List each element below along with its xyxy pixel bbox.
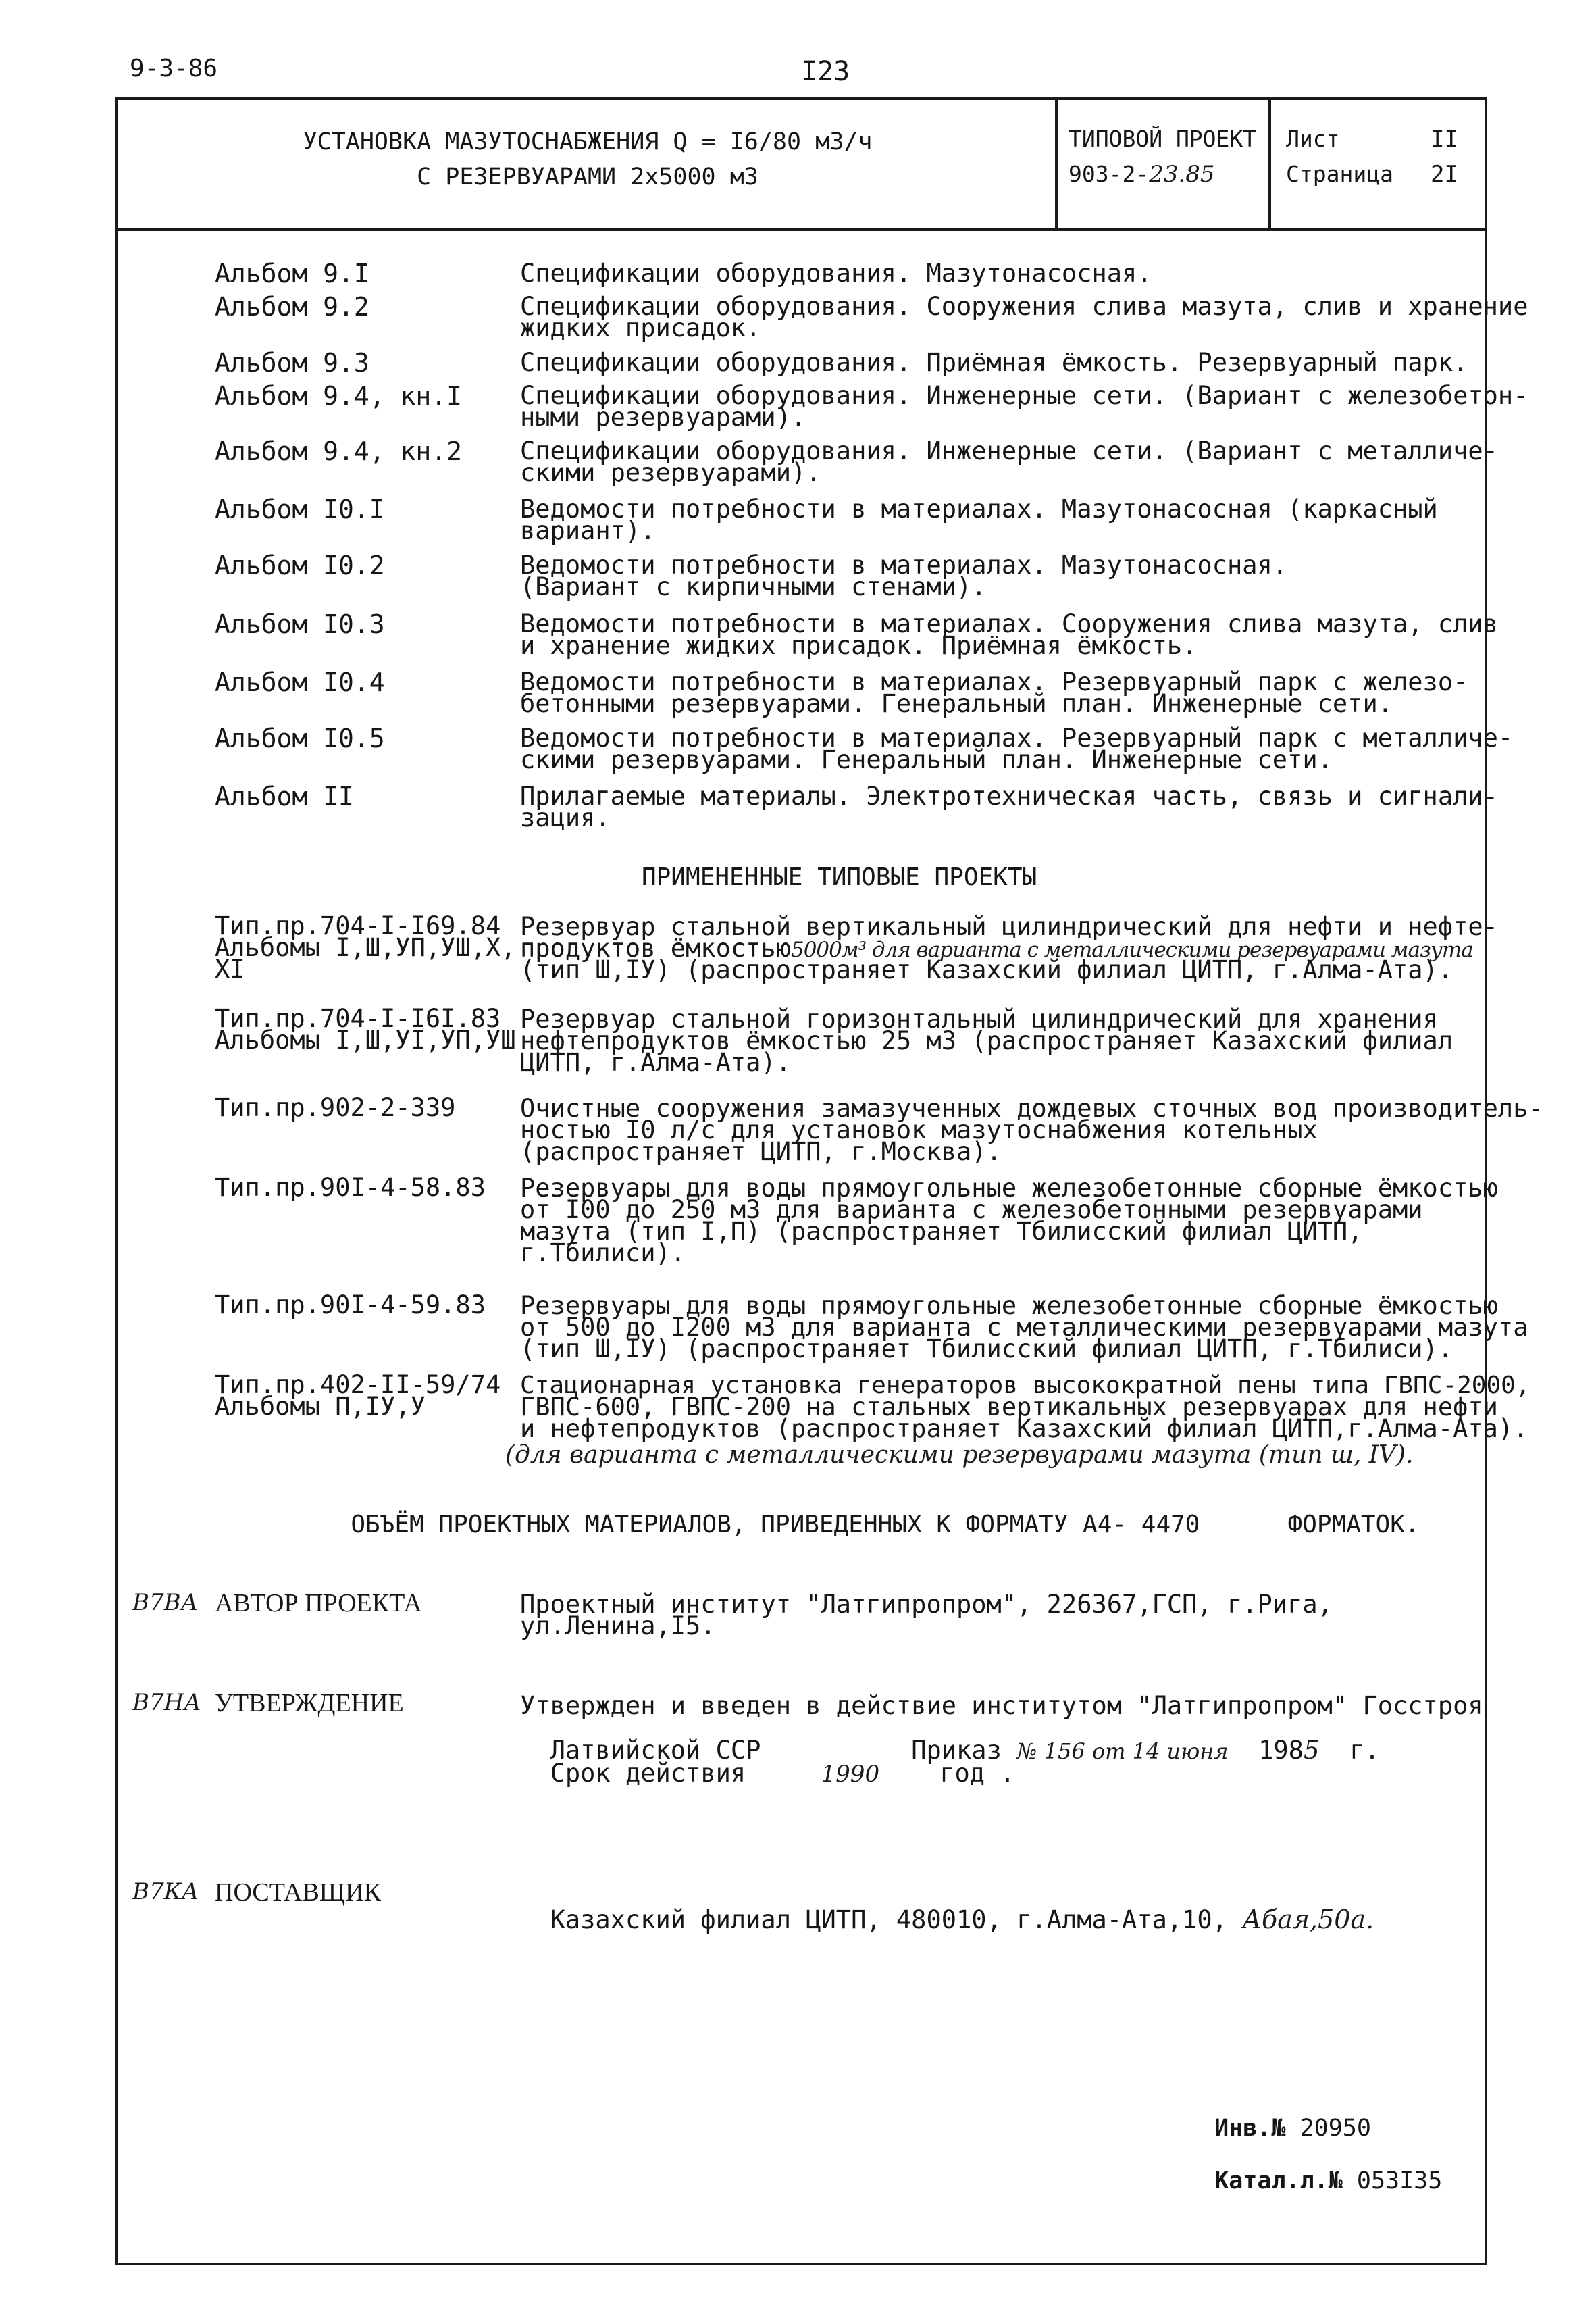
supplier-address-handwritten: Абая,50а. (1242, 1905, 1374, 1934)
album-description-line: Ведомости потребности в материалах. Сооружения слива мазута, слив (520, 609, 1498, 638)
project-text-printed: продуктов ёмкостью (520, 934, 791, 963)
type-project-label: ТИПОВОЙ ПРОЕКТ (1069, 126, 1257, 152)
album-description-line: Ведомости потребности в материалах. Резервуарный парк с металличе- (520, 724, 1514, 753)
project-description-line: ностью I0 л/с для установок мазутоснабжения котельных (520, 1115, 1318, 1145)
project-label: Тип.пр.90I-4-58.83 (215, 1173, 486, 1202)
author-label: АВТОР ПРОЕКТА (215, 1589, 422, 1617)
project-description-line: от I00 до 250 м3 для варианта с железобетонными резервуарами (520, 1195, 1423, 1224)
inventory-line (1186, 2088, 1371, 2142)
sheet-label: Лист (1286, 126, 1340, 152)
project-description-line: Резервуар стальной горизонтальный цилиндрический для хранения (520, 1005, 1438, 1034)
volume-unit: ФОРМАТОК. (1287, 1511, 1420, 1538)
right-margin-line (1485, 230, 1487, 2265)
project-description-line: г.Тбилиси). (520, 1238, 686, 1267)
approval-org: Латвийской ССР (550, 1736, 761, 1765)
album-description-line: Спецификации оборудования. Приёмная ёмкость. Резервуарный парк. (520, 348, 1468, 377)
volume-value: 4470 (1141, 1511, 1200, 1538)
project-label: Альбомы I,Ш,УП,УШ,Х, (215, 933, 516, 962)
inventory-label: Инв.№ (1214, 2115, 1286, 2142)
project-description-line: от 500 до I200 м3 для варианта с металлическими резервуарами мазута (520, 1313, 1528, 1342)
project-description-line: Стационарная установка генераторов высокократной пены типа ГВПС-2000, (520, 1372, 1530, 1399)
album-description-line: ными резервуарами). (520, 403, 806, 432)
album-label: Альбом 9.4, кн.I (215, 381, 463, 411)
doc-title-line-2: С РЕЗЕРВУАРАМИ 2х5000 м3 (417, 164, 758, 191)
album-description-line: (Вариант с кирпичными стенами). (520, 572, 987, 601)
album-description-line: Спецификации оборудования. Сооружения слива мазута, слив и хранение (520, 292, 1528, 321)
project-description-line: Резервуар стальной вертикальный цилиндрический для нефти и нефте- (520, 912, 1498, 941)
album-description-line: зация. (520, 803, 611, 832)
album-label: Альбом I0.4 (215, 668, 385, 697)
catalog-line (1186, 2140, 1442, 2194)
album-label: Альбом 9.I (215, 259, 369, 288)
project-description-line: Резервуары для воды прямоугольные железобетонные сборные ёмкостью (520, 1291, 1498, 1320)
album-label: Альбом 9.2 (215, 292, 369, 322)
album-description-line: жидких присадок. (520, 313, 761, 343)
album-description-line: Спецификации оборудования. Мазутонасосная. (520, 259, 1152, 288)
album-label: Альбом II (215, 782, 354, 811)
album-description-line: вариант). (520, 516, 656, 545)
album-label: Альбом I0.3 (215, 609, 385, 639)
project-description-line: ЦИТП, г.Алма-Ата). (520, 1048, 791, 1077)
project-description-line: (тип Ш,IУ) (распространяет Тбилисский филиал ЦИТП, г.Тбилиси). (520, 1334, 1453, 1363)
author-code: В7ВА (132, 1589, 199, 1616)
supplier-line (520, 1885, 1374, 1932)
handwritten-insert: 5000м³ для варианта с металлическими резервуарами мазута (790, 938, 1473, 962)
author-line: Проектный институт "Латгипропром", 226367,ГСП, г.Рига, (520, 1590, 1333, 1619)
project-label: Альбомы I,Ш,УI,УП,УШ (215, 1026, 516, 1055)
approval-label: УТВЕРЖДЕНИЕ (215, 1689, 404, 1717)
album-description-line: Ведомости потребности в материалах. Мазутонасосная. (520, 551, 1288, 580)
validity-label: Срок действия (550, 1759, 746, 1788)
approval-line (520, 1739, 1015, 1786)
project-description-line: Резервуары для воды прямоугольные железобетонные сборные ёмкостью (520, 1174, 1498, 1203)
title-block-divider-2 (1268, 97, 1271, 231)
supplier-text: Казахский филиал ЦИТП, 480010, г.Алма-Ата,10, (550, 1905, 1227, 1934)
album-description-line: Спецификации оборудования. Инженерные сети. (Вариант с металличе- (520, 436, 1498, 466)
order-handwritten: № 156 от 14 июня (1016, 1738, 1229, 1764)
catalog-number: 053I35 (1356, 2167, 1443, 2194)
project-description-line: нефтепродуктов ёмкостью 25 м3 (распространяет Казахский филиал (520, 1026, 1453, 1055)
album-description-line: Ведомости потребности в материалах. Резервуарный парк с железо- (520, 668, 1468, 697)
catalog-label: Катал.л.№ (1214, 2167, 1343, 2194)
title-block-divider-1 (1055, 97, 1058, 231)
album-label: Альбом I0.5 (215, 724, 385, 753)
validity-handwritten: 1990 (821, 1761, 880, 1788)
album-label: Альбом I0.2 (215, 551, 385, 580)
project-label: Тип.пр.704-I-I69.84 (215, 911, 501, 940)
doc-code: 9-3-86 (130, 55, 218, 82)
page-number: I23 (801, 56, 850, 87)
project-description-line: Очистные сооружения замазученных дождевых сточных вод производитель- (520, 1094, 1543, 1123)
project-label: Тип.пр.402-II-59/74 (215, 1370, 501, 1399)
supplier-code: В7КА (132, 1878, 199, 1905)
album-label: Альбом 9.4, кн.2 (215, 436, 463, 466)
handwritten-note: (для варианта с металлическими резервуарами мазута (тип ш, IV). (505, 1441, 1414, 1469)
project-description-line: (распространяет ЦИТП, г.Москва). (520, 1137, 1002, 1166)
project-description-line: мазута (тип I,П) (распространяет Тбилисский филиал ЦИТП, (520, 1217, 1363, 1246)
album-description-line: Ведомости потребности в материалах. Мазутонасосная (каркасный (520, 495, 1438, 524)
sheet-value: II (1431, 126, 1458, 153)
album-description-line: скими резервуарами). (520, 458, 821, 487)
order-year-suffix: г. (1349, 1736, 1380, 1765)
approval-line: Утвержден и введен в действие институтом "Латгипропром" Госстроя (520, 1691, 1483, 1720)
album-label: Альбом I0.I (215, 495, 385, 524)
album-label: Альбом 9.3 (215, 348, 369, 378)
type-number-printed: 903-2- (1069, 161, 1150, 187)
approval-code: В7НА (132, 1689, 202, 1716)
author-line: ул.Ленина,I5. (520, 1611, 716, 1640)
project-label: Тип.пр.90I-4-59.83 (215, 1290, 486, 1319)
page-label: Страница (1286, 161, 1393, 187)
project-description-line: (тип Ш,IУ) (распространяет Казахский филиал ЦИТП, г.Алма-Ата). (520, 955, 1453, 984)
supplier-label: ПОСТАВЩИК (215, 1878, 381, 1907)
project-description-line: и нефтепродуктов (распространяет Казахский филиал ЦИТП,г.Алма-Ата). (520, 1414, 1528, 1443)
validity-suffix: год . (939, 1759, 1015, 1788)
album-description-line: бетонными резервуарами. Генеральный план. Инженерные сети. (520, 689, 1393, 718)
order-year-prefix: 198 (1258, 1736, 1304, 1765)
type-number-handwritten: 23.85 (1149, 161, 1215, 188)
project-label: Тип.пр.704-I-I6I.83 (215, 1004, 501, 1033)
order-label: Приказ (911, 1736, 1002, 1765)
order-year-handwritten: 5 (1303, 1736, 1320, 1765)
volume-text: ОБЪЁМ ПРОЕКТНЫХ МАТЕРИАЛОВ, ПРИВЕДЕННЫХ К ФОРМАТУ А4- (351, 1511, 1127, 1538)
page-value: 2I (1431, 161, 1458, 188)
project-description-line: ГВПС-600, ГВПС-200 на стальных вертикальных резервуарах для нефти (520, 1392, 1498, 1422)
project-label: Тип.пр.902-2-339 (215, 1093, 456, 1122)
applied-projects-heading: ПРИМЕНЕННЫЕ ТИПОВЫЕ ПРОЕКТЫ (642, 863, 1037, 891)
type-project-number (1069, 161, 1215, 188)
doc-title-line-1: УСТАНОВКА МАЗУТОСНАБЖЕНИЯ Q = I6/80 м3/ч (303, 128, 873, 155)
inventory-number: 20950 (1299, 2115, 1371, 2142)
album-description-line: скими резервуарами. Генеральный план. Инженерные сети. (520, 745, 1333, 774)
volume-line (321, 1490, 1420, 1536)
album-description-line: Прилагаемые материалы. Электротехническая часть, связь и сигнали- (520, 782, 1498, 811)
album-description-line: и хранение жидких присадок. Приёмная ёмкость. (520, 631, 1198, 660)
album-description-line: Спецификации оборудования. Инженерные сети. (Вариант с железобетон- (520, 381, 1528, 410)
project-label: Альбомы П,IУ,У (215, 1392, 426, 1421)
project-label: XI (215, 955, 245, 984)
